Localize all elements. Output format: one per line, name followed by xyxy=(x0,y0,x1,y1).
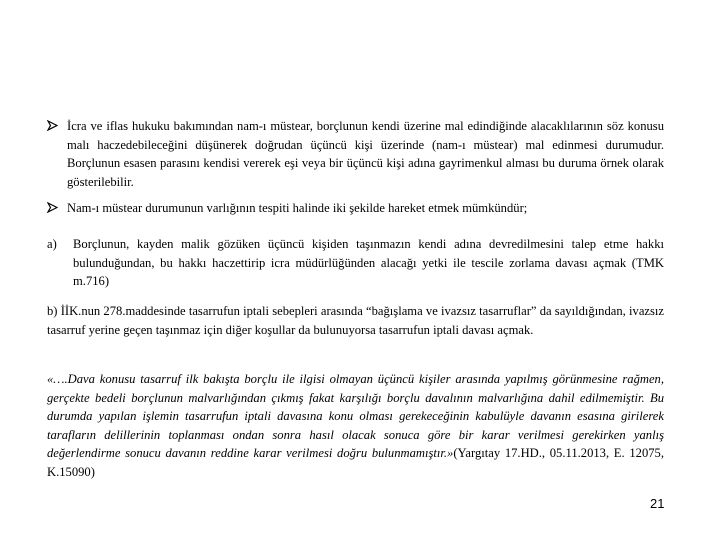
bullet-paragraph-nam-i-mustear-definition: İcra ve iflas hukuku bakımından nam-ı müstear, borçlunun kendi üzerine mal edindiğinde alacaklılarının söz konusu malı haczedebileceğini düşünerek doğrudan üçüncü kişi üzerinde (nam-ı müstear) mal edinmesi durumudur. Borçlunun esasen parasını kendisi vererek eşi veya bir üçüncü kişi adına gayrimenkul alması bu duruma örnek olarak gösterilebilir. xyxy=(67,119,664,189)
item-b-paragraph: b) İİK.nun 278.maddesinde tasarrufun iptali sebepleri arasında “bağışlama ve ivazsız tasarruflar” da sayıldığından, ivazsız tasarruf yerine geçen taşınmaz için diğer koşullar da bulunuyorsa tasarrufun iptali davası açmak. xyxy=(47,304,664,337)
item-a-label: a) xyxy=(47,237,57,251)
arrowhead-bullet-icon xyxy=(47,202,61,213)
arrowhead-bullet-icon xyxy=(47,120,61,131)
quote-citation: (Yargıtay 17.HD., 05.11.2013, E. 12075, K.15090) xyxy=(47,446,664,479)
page-number: 21 xyxy=(650,496,665,511)
court-decision-quote xyxy=(47,370,664,481)
item-a-text: Borçlunun, kayden malik gözüken üçüncü kişiden taşınmazın kendi adına devredilmesini talep etme hakkı bulunduğundan, bu hakkı haczettirip icra müdürlüğünden alacağı yetki ile tescile zorlama davası açmak (TMK m.716) xyxy=(73,237,664,288)
quote-text: «….Dava konusu tasarruf ilk bakışta borçlu ile ilgisi olmayan üçüncü kişiler arasında yapılmış görünmesine rağmen, gerçekte bedeli borçlunun malvarlığından çıkmış fakat karşılığı borçlu davalının malvarlığına dahil edilmemiştir. Bu durumda yapılan işlemin tasarrufun iptali davasına konu olması gerekeceğinin kabulüyle davanın esasına girilerek tarafların delillerinin toplanması ondan sonra hasıl olacak sonuca göre bir karar verilmesi gerekirken yanlış değerlendirme sonucu davanın reddine karar verilmesi doğru bulunmamıştır.» xyxy=(47,372,664,460)
bullet-paragraph-two-ways: Nam-ı müstear durumunun varlığının tespiti halinde iki şekilde hareket etmek mümkündür; xyxy=(67,201,528,215)
